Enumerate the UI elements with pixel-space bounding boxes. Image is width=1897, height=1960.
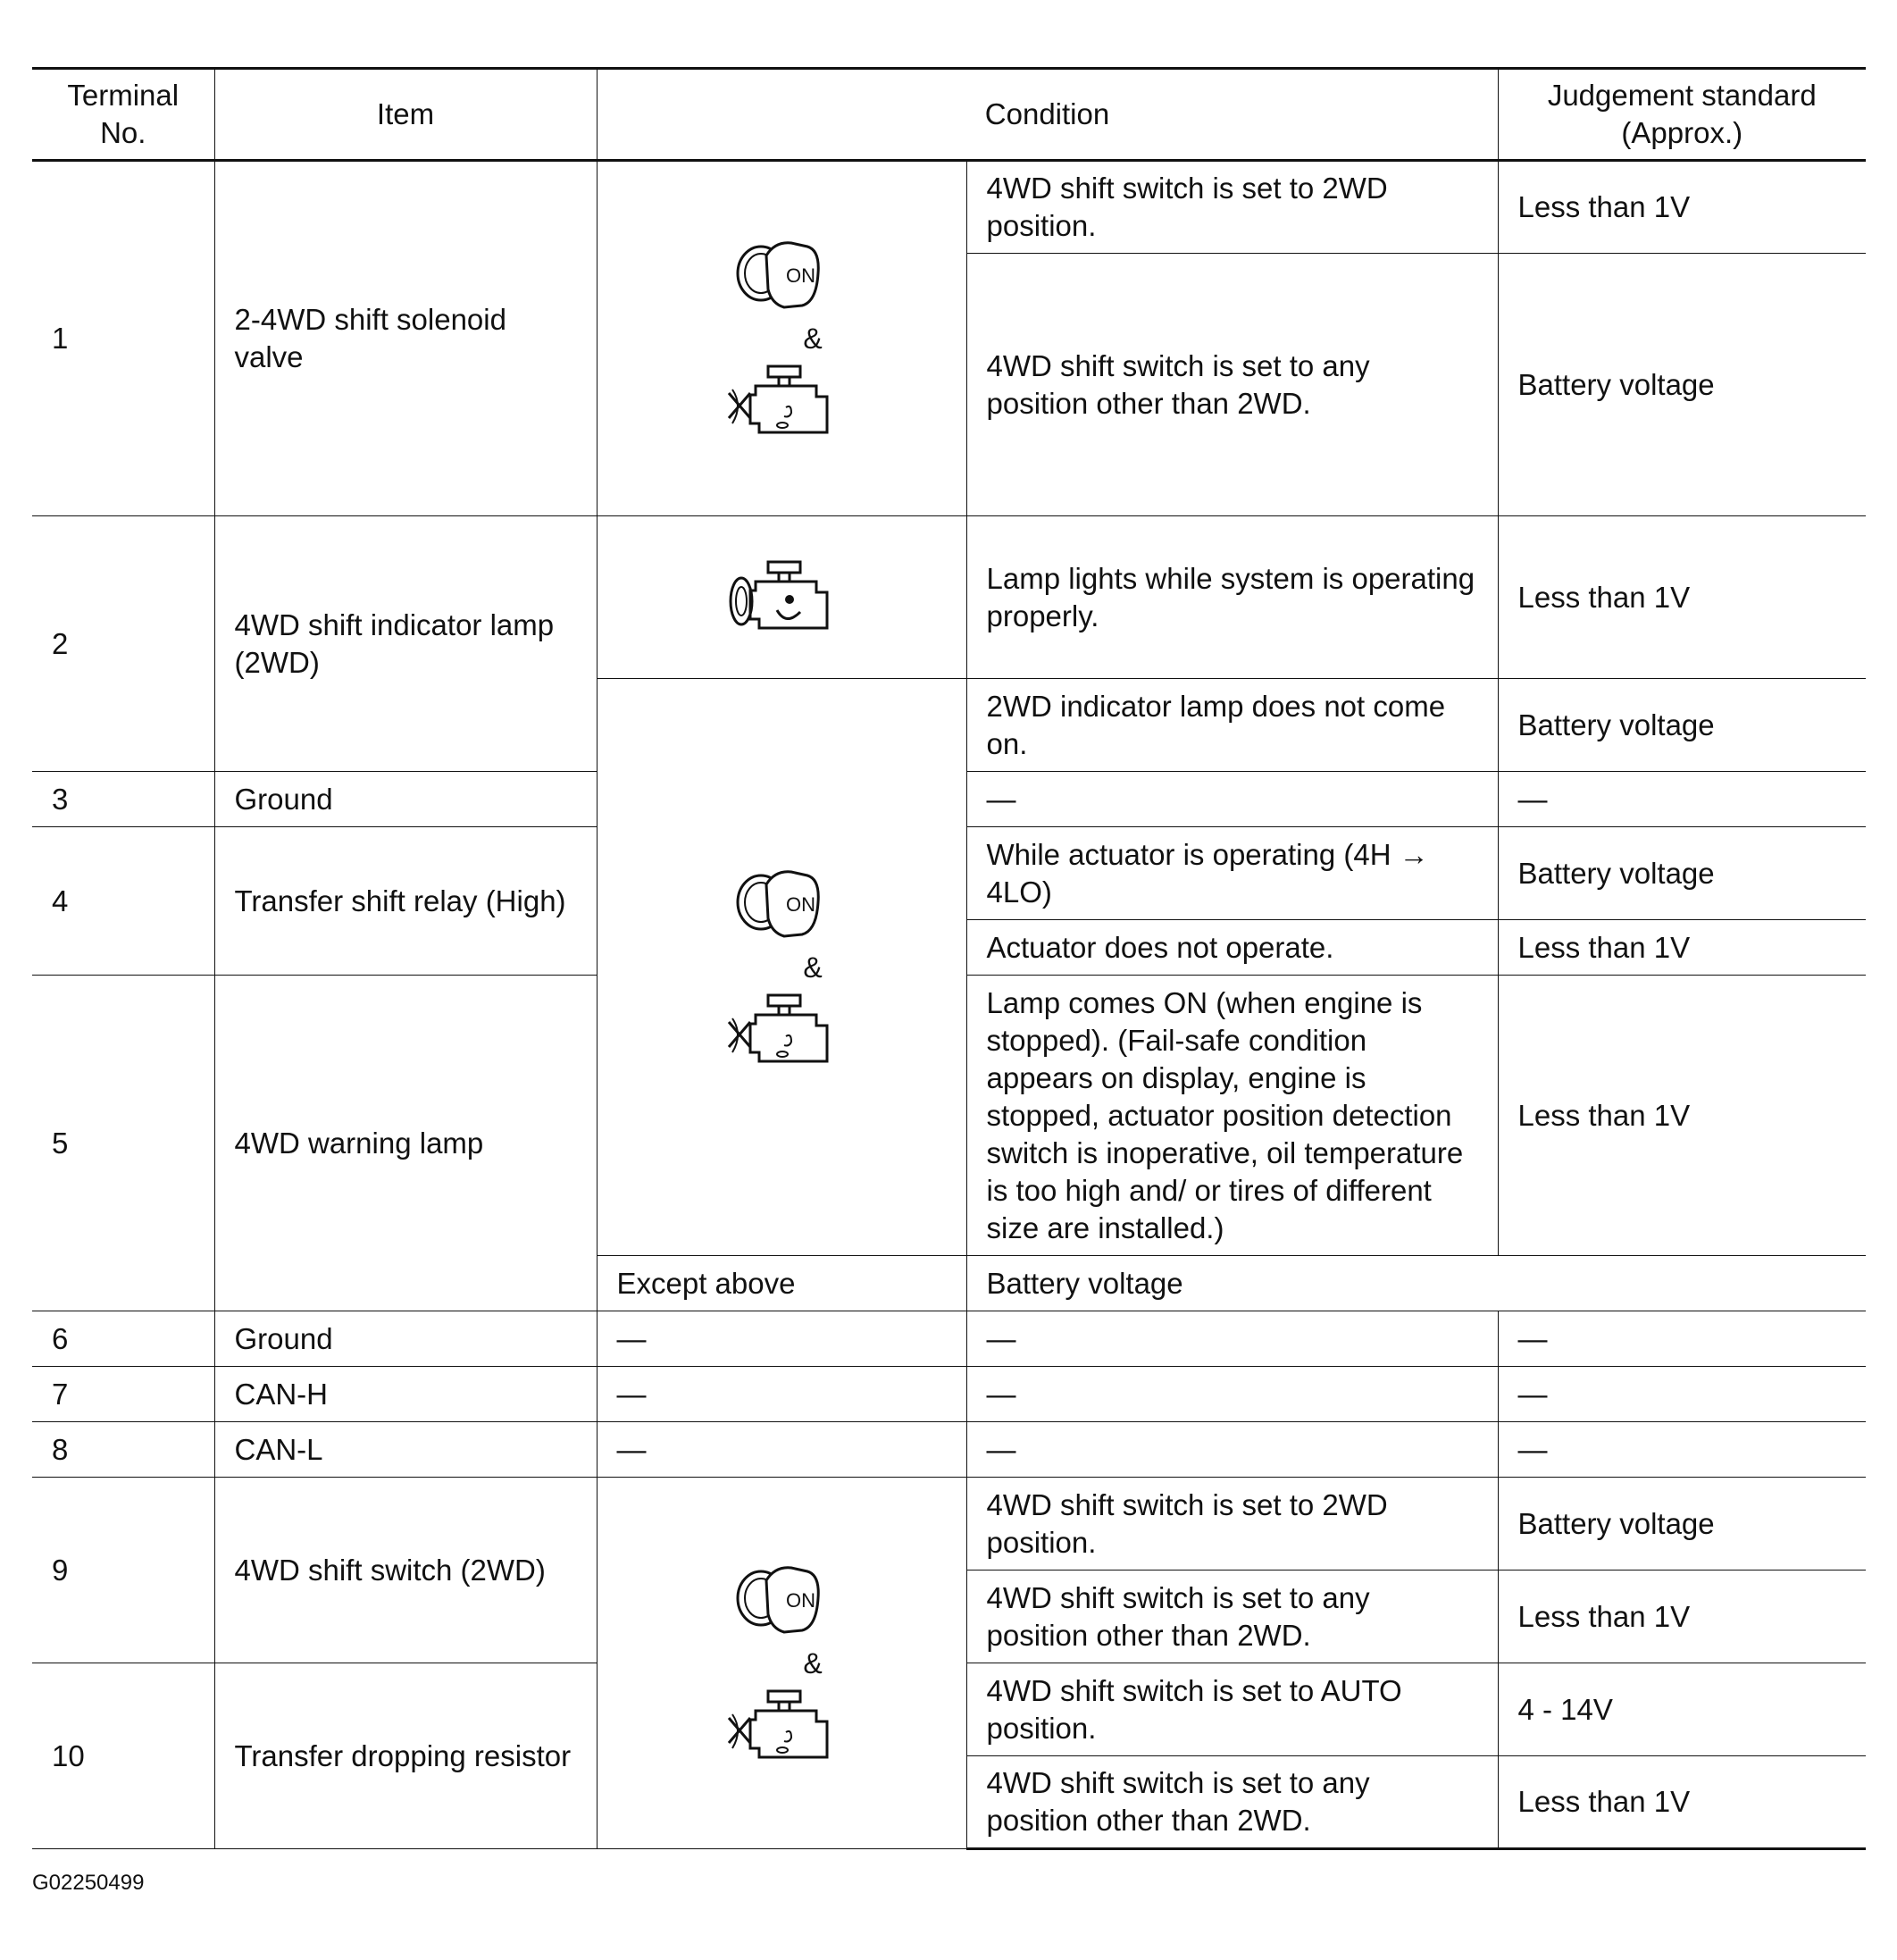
judgement-value: — (1498, 1367, 1866, 1422)
condition-text: 2WD indicator lamp does not come on. (966, 679, 1498, 772)
terminal-no: 6 (32, 1311, 214, 1367)
svg-text:ON: ON (786, 264, 815, 287)
judgement-value: Less than 1V (1498, 161, 1866, 254)
item-name: Transfer dropping resistor (214, 1663, 597, 1849)
judgement-value: Less than 1V (1498, 976, 1866, 1256)
condition-text: — (966, 772, 1498, 827)
terminal-no: 8 (32, 1422, 214, 1478)
figure-code: G02250499 (32, 1871, 145, 1895)
condition-icons: — (597, 1311, 966, 1367)
item-name: 4WD warning lamp (214, 976, 597, 1311)
terminal-no: 2 (32, 516, 214, 772)
ampersand-label: & (803, 951, 823, 984)
terminal-no: 1 (32, 161, 214, 516)
judgement-value: Battery voltage (1498, 1478, 1866, 1571)
ignition-key-on-icon (732, 1557, 831, 1643)
judgement-value: — (1498, 772, 1866, 827)
condition-text: While actuator is operating (4H → 4LO) (966, 827, 1498, 920)
condition-text: 4WD shift switch is set to any position other than 2WD. (966, 254, 1498, 516)
terminal-spec-table (32, 67, 1866, 1850)
item-name: CAN-L (214, 1422, 597, 1478)
item-name: Ground (214, 1311, 597, 1367)
ampersand-label: & (803, 322, 823, 355)
condition-text: Lamp comes ON (when engine is stopped). (Fail-safe condition appears on display, engine is stopped, actuator position detection switch is inoperative, oil temperature is too high and/ or tires of different size are installed.) (966, 976, 1498, 1256)
header-condition: Condition (597, 69, 1498, 161)
header-terminal-no: Terminal No. (32, 69, 214, 161)
condition-text: Actuator does not operate. (966, 920, 1498, 976)
judgement-value: Less than 1V (1498, 1571, 1866, 1663)
judgement-value: — (1498, 1422, 1866, 1478)
terminal-no: 3 (32, 772, 214, 827)
terminal-no: 10 (32, 1663, 214, 1849)
condition-text: — (966, 1311, 1498, 1367)
ignition-key-on-icon (732, 861, 831, 947)
table-row (32, 1311, 1866, 1367)
table-row (32, 1478, 1866, 1571)
condition-text: — (966, 1422, 1498, 1478)
judgement-value: Battery voltage (966, 1256, 1498, 1311)
condition-text: Except above (597, 1256, 966, 1311)
condition-text: 4WD shift switch is set to 2WD position. (966, 161, 1498, 254)
item-name: 4WD shift indicator lamp (2WD) (214, 516, 597, 772)
judgement-value: Less than 1V (1498, 516, 1866, 679)
condition-icons (597, 679, 966, 1256)
engine-stopped-icon (723, 988, 840, 1074)
svg-text:ON: ON (786, 1588, 815, 1612)
header-judgement-standard: Judgement standard (Approx.) (1498, 69, 1866, 161)
header-item: Item (214, 69, 597, 161)
engine-stopped-icon (723, 359, 840, 445)
condition-icons (597, 516, 966, 679)
condition-text: 4WD shift switch is set to any position other than 2WD. (966, 1756, 1498, 1849)
condition-icons: — (597, 1422, 966, 1478)
terminal-no: 7 (32, 1367, 214, 1422)
header-row (32, 69, 1866, 161)
terminal-no: 9 (32, 1478, 214, 1663)
judgement-value: Battery voltage (1498, 254, 1866, 516)
item-name: Transfer shift relay (High) (214, 827, 597, 976)
table-row (32, 1367, 1866, 1422)
condition-icons (597, 161, 966, 516)
judgement-value: Less than 1V (1498, 920, 1866, 976)
terminal-no: 5 (32, 976, 214, 1311)
condition-text: 4WD shift switch is set to AUTO position. (966, 1663, 1498, 1756)
condition-icons: — (597, 1367, 966, 1422)
condition-text: 4WD shift switch is set to 2WD position. (966, 1478, 1498, 1571)
condition-icons (597, 1478, 966, 1849)
condition-text: Lamp lights while system is operating properly. (966, 516, 1498, 679)
table-row (32, 161, 1866, 254)
condition-text: 4WD shift switch is set to any position other than 2WD. (966, 1571, 1498, 1663)
condition-text: — (966, 1367, 1498, 1422)
item-name: CAN-H (214, 1367, 597, 1422)
item-name: Ground (214, 772, 597, 827)
table-row (32, 1422, 1866, 1478)
engine-stopped-icon (723, 1684, 840, 1770)
judgement-value: — (1498, 1311, 1866, 1367)
judgement-value: 4 - 14V (1498, 1663, 1866, 1756)
judgement-value: Battery voltage (1498, 827, 1866, 920)
ignition-key-on-icon (732, 232, 831, 318)
engine-running-icon (723, 555, 840, 641)
terminal-no: 4 (32, 827, 214, 976)
ampersand-label: & (803, 1646, 823, 1679)
judgement-value: Less than 1V (1498, 1756, 1866, 1849)
table-row (32, 516, 1866, 679)
item-name: 4WD shift switch (2WD) (214, 1478, 597, 1663)
item-name: 2-4WD shift solenoid valve (214, 161, 597, 516)
judgement-value: Battery voltage (1498, 679, 1866, 772)
svg-text:ON: ON (786, 892, 815, 916)
